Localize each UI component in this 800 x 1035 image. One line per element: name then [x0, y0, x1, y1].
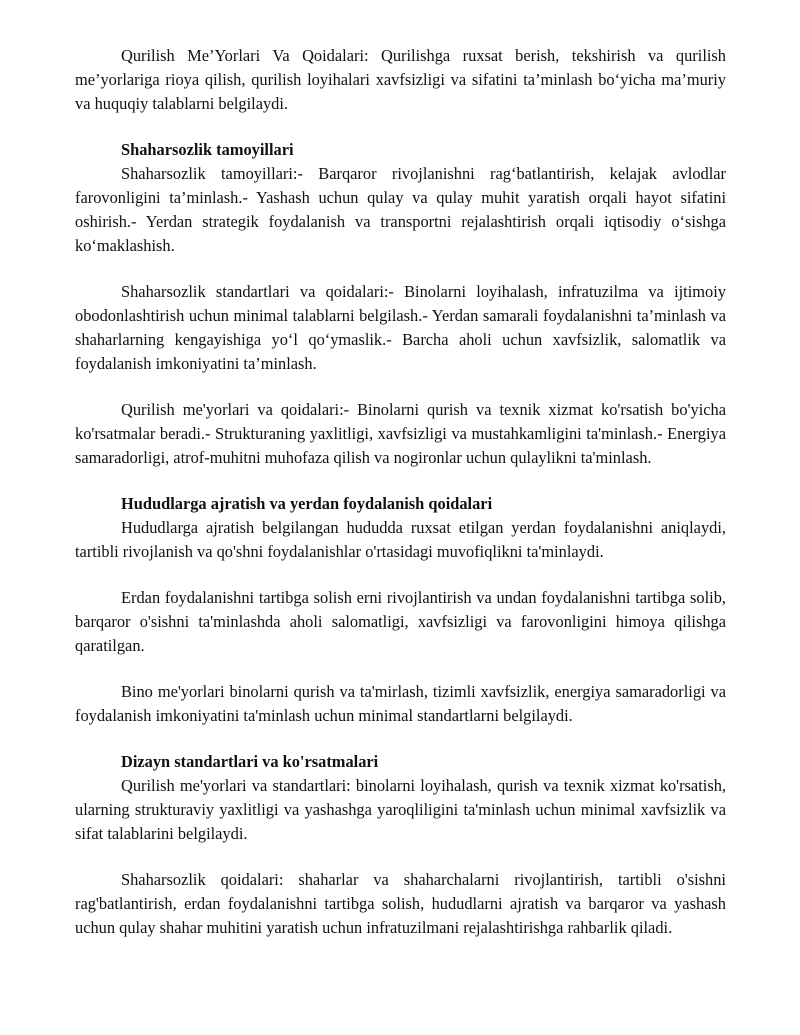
section-heading: Hududlarga ajratish va yerdan foydalanish qoidalari	[121, 494, 493, 513]
paragraph: Qurilish me'yorlari va qoidalari:- Binolarni qurish va texnik xizmat ko'rsatish bo'yicha ko'rsatmalar beradi.- Strukturaning yaxlitligi, xavfsizligi va mustahkamligini ta'minlash.- Energiya samaradorligi, atrof-muhitni muhofaza qilish va nogironlar uchun qulaylikni ta'minlash.	[75, 400, 726, 467]
section-urban-planning-principles	[75, 138, 726, 470]
intro-paragraph: Qurilish Me’Yorlari Va Qoidalari: Qurilishga ruxsat berish, tekshirish va qurilish me’yorlariga rioya qilish, qurilish loyihalari xavfsizligi va sifatini ta’minlash bo‘yicha ma’muriy va huquqiy talablarni belgilaydi.	[75, 46, 726, 113]
section-heading: Dizayn standartlari va ko'rsatmalari	[121, 752, 379, 771]
section-zoning-land-use	[75, 492, 726, 728]
paragraph: Hududlarga ajratish belgilangan hududda ruxsat etilgan yerdan foydalanishni aniqlaydi, tartibli rivojlanish va qo'shni foydalanishlar o'rtasidagi muvofiqlikni ta'minlaydi.	[75, 518, 726, 561]
paragraph: Shaharsozlik standartlari va qoidalari:- Binolarni loyihalash, infratuzilma va ijtimoiy obodonlashtirish uchun minimal talablarni belgilash.- Yerdan samarali foydalanishni ta’minlash va shaharlarning kengayishiga yo‘l qo‘ymaslik.- Barcha aholi uchun xavfsizlik, salomatlik va foydalanish imkoniyatini ta’minlash.	[75, 282, 726, 373]
section-heading: Shaharsozlik tamoyillari	[121, 140, 294, 159]
paragraph: Bino me'yorlari binolarni qurish va ta'mirlash, tizimli xavfsizlik, energiya samaradorligi va foydalanish imkoniyatini ta'minlash uchun minimal standartlarni belgilaydi.	[75, 682, 726, 725]
paragraph: Shaharsozlik qoidalari: shaharlar va shaharchalarni rivojlantirish, tartibli o'sishni rag'batlantirish, erdan foydalanishni tartibga solish, hududlarni ajratish va barqaror va yashash uchun qulay shahar muhitini yaratish uchun infratuzilmani rejalashtirishga rahbarlik qiladi.	[75, 870, 726, 937]
paragraph: Qurilish me'yorlari va standartlari: binolarni loyihalash, qurish va texnik xizmat ko'rsatish, ularning strukturaviy yaxlitligi va yashashga yaroqliligini ta'minlash uchun minimal xavfsizlik va sifat talablarini belgilaydi.	[75, 776, 726, 843]
paragraph: Shaharsozlik tamoyillari:- Barqaror rivojlanishni rag‘batlantirish, kelajak avlodlar farovonligini ta’minlash.- Yashash uchun qulay va qulay muhit yaratish orqali hayot sifatini oshirish.- Yerdan strategik foydalanish va transportni rejalashtirish orqali iqtisodiy o‘sishga ko‘maklashish.	[75, 164, 726, 255]
section-design-standards	[75, 750, 726, 940]
document-page	[75, 44, 726, 962]
paragraph: Erdan foydalanishni tartibga solish erni rivojlantirish va undan foydalanishni tartibga solib, barqaror o'sishni ta'minlashda aholi salomatligi, xavfsizligi va farovonligini himoya qilishga qaratilgan.	[75, 588, 726, 655]
